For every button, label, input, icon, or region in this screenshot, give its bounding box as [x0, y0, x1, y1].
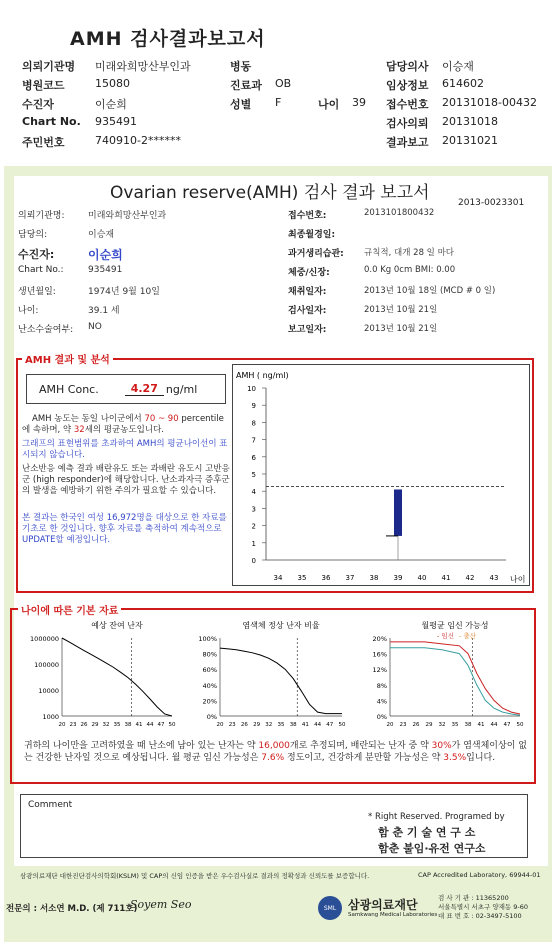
- info-key: 접수번호:: [288, 211, 327, 221]
- info-value: 0.0 Kg 0cm BMI: 0.00: [364, 265, 456, 275]
- x-tick-label: 44: [146, 722, 154, 728]
- info-value: 2013년 10월 18일 (MCD # 0 일): [364, 286, 496, 296]
- report-title: AMH 검사결과보고서: [70, 28, 266, 50]
- info-value: 2013101800432: [364, 208, 435, 218]
- y-tick-label: 10: [247, 385, 256, 393]
- summary-fragment: 귀하의 나이만을 고려하였을 때 난소에 남아 있는 난자는 약: [24, 741, 259, 751]
- age-summary: [24, 740, 530, 764]
- x-tick-label: 23: [69, 722, 77, 728]
- lab-contacts: [438, 894, 528, 921]
- info-value: 2013년 10월 21일: [364, 324, 438, 334]
- y-tick-label: 12%: [372, 666, 387, 675]
- x-tick-label: 36: [321, 574, 331, 582]
- header-key: 임상정보: [386, 79, 429, 92]
- y-tick-label: 0%: [206, 713, 217, 721]
- amh-chart: [232, 364, 530, 586]
- y-tick-label: 4: [251, 488, 256, 497]
- x-tick-label: 41: [301, 722, 309, 728]
- y-tick-label: 6: [251, 453, 256, 462]
- x-tick-label: 41: [135, 722, 143, 728]
- small-chart-title: 염색체 정상 난자 비율: [242, 621, 320, 630]
- y-tick-label: 40%: [202, 681, 217, 690]
- x-tick-label: 47: [503, 722, 511, 728]
- header-key: Chart No.: [22, 115, 81, 128]
- x-tick-label: 38: [464, 722, 472, 728]
- info-key: 나이:: [18, 306, 39, 316]
- header-value: 614602: [442, 77, 484, 90]
- x-tick-label: 32: [438, 722, 446, 728]
- contact-line: 대 표 번 호 : 02-3497-5100: [438, 912, 522, 920]
- amh-chart-title: AMH ( ng/ml): [236, 371, 289, 380]
- y-tick-label: 20%: [202, 697, 217, 706]
- lab-logo: 삼광의료재단: [348, 898, 418, 912]
- info-value: 2013년 10월 21일: [364, 305, 438, 315]
- info-value: NO: [88, 322, 102, 332]
- analysis-p1: AMH 농도는 동일 나이군에서 70 ~ 90 percentile에 속하며, 약 32세의 평균농도입니다.: [22, 414, 224, 435]
- info-value: 935491: [88, 265, 123, 275]
- x-tick-label: 38: [124, 722, 132, 728]
- x-tick-label: 20: [216, 722, 224, 728]
- header-key: 나이: [318, 98, 340, 111]
- header-key: 주민번호: [22, 136, 65, 149]
- header-key: 검사의뢰: [386, 117, 429, 130]
- x-tick-label: 50: [516, 722, 524, 728]
- x-tick-label: 32: [265, 722, 273, 728]
- header-value: 15080: [95, 77, 130, 90]
- header-value: 935491: [95, 115, 137, 128]
- summary-fragment: 입니다.: [466, 753, 496, 763]
- y-tick-label: 4%: [376, 697, 387, 706]
- info-key: 채취일자:: [288, 287, 327, 297]
- legend-item: - 임신: [437, 632, 454, 640]
- info-key: 과거생리습관:: [288, 249, 344, 259]
- cap-text: CAP Accredited Laboratory, 69944-01: [418, 871, 541, 879]
- header-key: 진료과: [230, 79, 262, 92]
- x-tick-label: 37: [345, 574, 355, 582]
- summary-fragment: 개로 추정되며, 배란되는 난자 중 약: [289, 741, 432, 751]
- y-tick-label: 100%: [198, 635, 217, 643]
- header-value: 20131021: [442, 134, 498, 147]
- y-tick-label: 8: [251, 419, 256, 428]
- summary-fragment: 가 염색체이상이 없는 건강한 난자일 것으로 예상됩니다. 월 평균 임신 가능성은: [24, 741, 527, 763]
- y-tick-label: 60%: [202, 666, 217, 675]
- y-tick-label: 16%: [372, 650, 387, 659]
- x-tick-label: 35: [297, 574, 307, 582]
- x-tick-label: 35: [113, 722, 121, 728]
- pregnancy-chance-chart: [360, 616, 528, 732]
- x-tick-label: 44: [314, 722, 322, 728]
- info-value: 39.1 세: [88, 306, 120, 316]
- x-tick-label: 43: [489, 574, 499, 582]
- x-tick-label: 50: [168, 722, 176, 728]
- conc-value: 4.27: [125, 382, 164, 396]
- y-tick-label: 7: [251, 436, 256, 445]
- small-chart-title: 예상 잔여 난자: [91, 621, 143, 630]
- info-value: 1974년 9월 10일: [88, 287, 160, 297]
- info-key: 담당의:: [18, 230, 48, 240]
- x-axis-label: 나이: [510, 575, 526, 584]
- contact-line: 검 사 기 관 : 11365200: [438, 894, 509, 902]
- header-key: 접수번호: [386, 98, 429, 111]
- series-line: [62, 638, 172, 716]
- x-tick-label: 41: [477, 722, 485, 728]
- x-tick-label: 29: [253, 722, 261, 728]
- header-value: 20131018: [442, 115, 498, 128]
- header-info: [0, 58, 556, 158]
- comment-label: Comment: [28, 800, 73, 810]
- info-key: 난소수술여부:: [18, 325, 74, 335]
- header-key: 결과보고: [386, 136, 429, 149]
- header-value: 740910-2******: [95, 134, 181, 147]
- info-key: 보고일자:: [288, 325, 327, 335]
- x-tick-label: 26: [80, 722, 88, 728]
- y-tick-label: 5: [251, 471, 256, 479]
- footer-note: 삼광의료재단 대한진단검사의학회(KSLM) 및 CAP의 신임 인증을 받은 우수검사실로 결과의 정확성과 신뢰도를 보증합니다.: [20, 872, 370, 880]
- y-tick-label: 2: [251, 522, 256, 531]
- y-tick-label: 1000: [42, 713, 59, 721]
- y-tick-label: 20%: [372, 635, 387, 643]
- age-section-title: 나이에 따른 기본 자료: [18, 602, 121, 617]
- info-value: 규칙적, 대개 28 일 마다: [364, 248, 455, 258]
- x-tick-label: 38: [289, 722, 297, 728]
- sheet-title: Ovarian reserve(AMH) 검사 결과 보고서: [110, 183, 430, 203]
- patient-info: [18, 208, 538, 338]
- series-line: [220, 648, 342, 714]
- header-value: 이순희: [95, 98, 127, 111]
- org-line-1: 함 춘 기 술 연 구 소: [378, 826, 476, 839]
- conc-unit: ng/ml: [165, 382, 198, 396]
- x-tick-label: 26: [240, 722, 248, 728]
- header-key: 병원코드: [22, 79, 65, 92]
- header-key: 의뢰기관명: [22, 60, 76, 73]
- remaining-eggs-chart: [20, 616, 180, 732]
- info-value: 이순희: [88, 248, 123, 262]
- summary-fragment: 3.5%: [443, 753, 467, 763]
- x-tick-label: 23: [228, 722, 236, 728]
- header-value: 이승재: [442, 60, 474, 73]
- header-key: 성별: [230, 98, 252, 111]
- info-key: 검사일자:: [288, 306, 327, 316]
- conc-label: AMH Conc.: [39, 382, 99, 396]
- x-tick-label: 26: [412, 722, 420, 728]
- sml-logo-icon: SML: [318, 896, 342, 920]
- x-tick-label: 20: [58, 722, 66, 728]
- header-value: OB: [275, 77, 292, 90]
- header-value: 미래와희망산부인과: [95, 60, 191, 73]
- info-key: 최종월경일:: [288, 230, 336, 240]
- doctor-signature: Soyem Seo: [130, 898, 192, 911]
- info-key: Chart No.:: [18, 265, 64, 275]
- header-value: 20131018-00432: [442, 96, 537, 109]
- x-tick-label: 47: [157, 722, 165, 728]
- analysis-p4: 본 결과는 한국인 여성 16,972명을 대상으로 한 자료를 기초로 한 것입니다. 향후 자료를 축적하여 계속적으로 UPDATE할 예정입니다.: [22, 513, 227, 545]
- x-tick-label: 38: [369, 574, 379, 582]
- analysis-p3: 난소반응 예측 결과 배란유도 또는 과배란 유도시 고반응군 (high responder)에 해당합니다. 난소과자극 증후군의 발생을 예방하기 위한 주의가 필요할 수 있습니다.: [22, 464, 230, 496]
- rights-text: * Right Reserved. Programed by: [368, 812, 505, 822]
- normal-egg-ratio-chart: [190, 616, 350, 732]
- legend-item: - 출산: [459, 632, 476, 640]
- doctor-name: 전문의 : 서소연 M.D. (제 711호): [6, 904, 138, 914]
- y-tick-label: 0: [251, 557, 256, 565]
- analysis-text: [22, 414, 232, 546]
- header-value: F: [275, 96, 282, 109]
- header-key: 수진자: [22, 98, 54, 111]
- y-tick-label: 1000000: [30, 635, 59, 643]
- y-tick-label: 100000: [34, 661, 59, 669]
- y-tick-label: 9: [251, 402, 256, 411]
- x-tick-label: 20: [386, 722, 394, 728]
- conc-box: [26, 374, 226, 404]
- info-key: 수진자:: [18, 248, 55, 261]
- summary-fragment: 16,000: [258, 741, 290, 751]
- x-tick-label: 29: [425, 722, 433, 728]
- x-tick-label: 47: [326, 722, 334, 728]
- x-tick-label: 35: [451, 722, 459, 728]
- header-key: 담당의사: [386, 60, 429, 73]
- x-tick-label: 32: [102, 722, 110, 728]
- amh-range-bar: [394, 489, 402, 535]
- analysis-title: AMH 결과 및 분석: [22, 351, 113, 366]
- contact-line: 서울특별시 서초구 양재동 9-60: [438, 903, 529, 911]
- header-value: 39: [352, 96, 366, 109]
- org-line-2: 함춘 불임·유전 연구소: [378, 842, 486, 855]
- y-tick-label: 10000: [38, 687, 59, 695]
- x-tick-label: 41: [441, 574, 451, 582]
- x-tick-label: 42: [465, 574, 475, 582]
- x-tick-label: 39: [393, 574, 403, 582]
- lab-logo-en: Samkwang Medical Laboratories: [348, 912, 438, 918]
- series-line: [390, 648, 520, 715]
- y-tick-label: 1: [251, 539, 256, 548]
- doc-number: 2013-0023301: [458, 198, 525, 208]
- small-chart-title: 월평균 임신 가능성: [421, 621, 489, 630]
- info-key: 의뢰기관명:: [18, 211, 65, 221]
- info-value: 미래와희망산부인과: [88, 211, 167, 221]
- x-tick-label: 35: [277, 722, 285, 728]
- x-tick-label: 50: [338, 722, 346, 728]
- info-key: 생년월일:: [18, 287, 56, 297]
- x-tick-label: 29: [91, 722, 99, 728]
- y-tick-label: 0%: [376, 713, 387, 721]
- x-tick-label: 44: [490, 722, 498, 728]
- y-tick-label: 8%: [376, 681, 387, 690]
- x-tick-label: 34: [273, 574, 283, 582]
- analysis-p2: 그래프의 표현범위를 초과하여 AMH의 평균나이선이 표시되지 않습니다.: [22, 439, 228, 460]
- summary-fragment: 7.6%: [261, 753, 285, 763]
- summary-fragment: 30%: [431, 741, 452, 751]
- header-key: 병동: [230, 60, 252, 73]
- summary-fragment: 정도이고, 건강하게 분만할 가능성은 약: [284, 753, 444, 763]
- x-tick-label: 40: [417, 574, 427, 582]
- x-tick-label: 23: [399, 722, 407, 728]
- y-tick-label: 80%: [202, 650, 217, 659]
- info-value: 이승재: [88, 230, 115, 240]
- info-key: 체중/신장:: [288, 268, 330, 278]
- y-tick-label: 3: [251, 505, 256, 514]
